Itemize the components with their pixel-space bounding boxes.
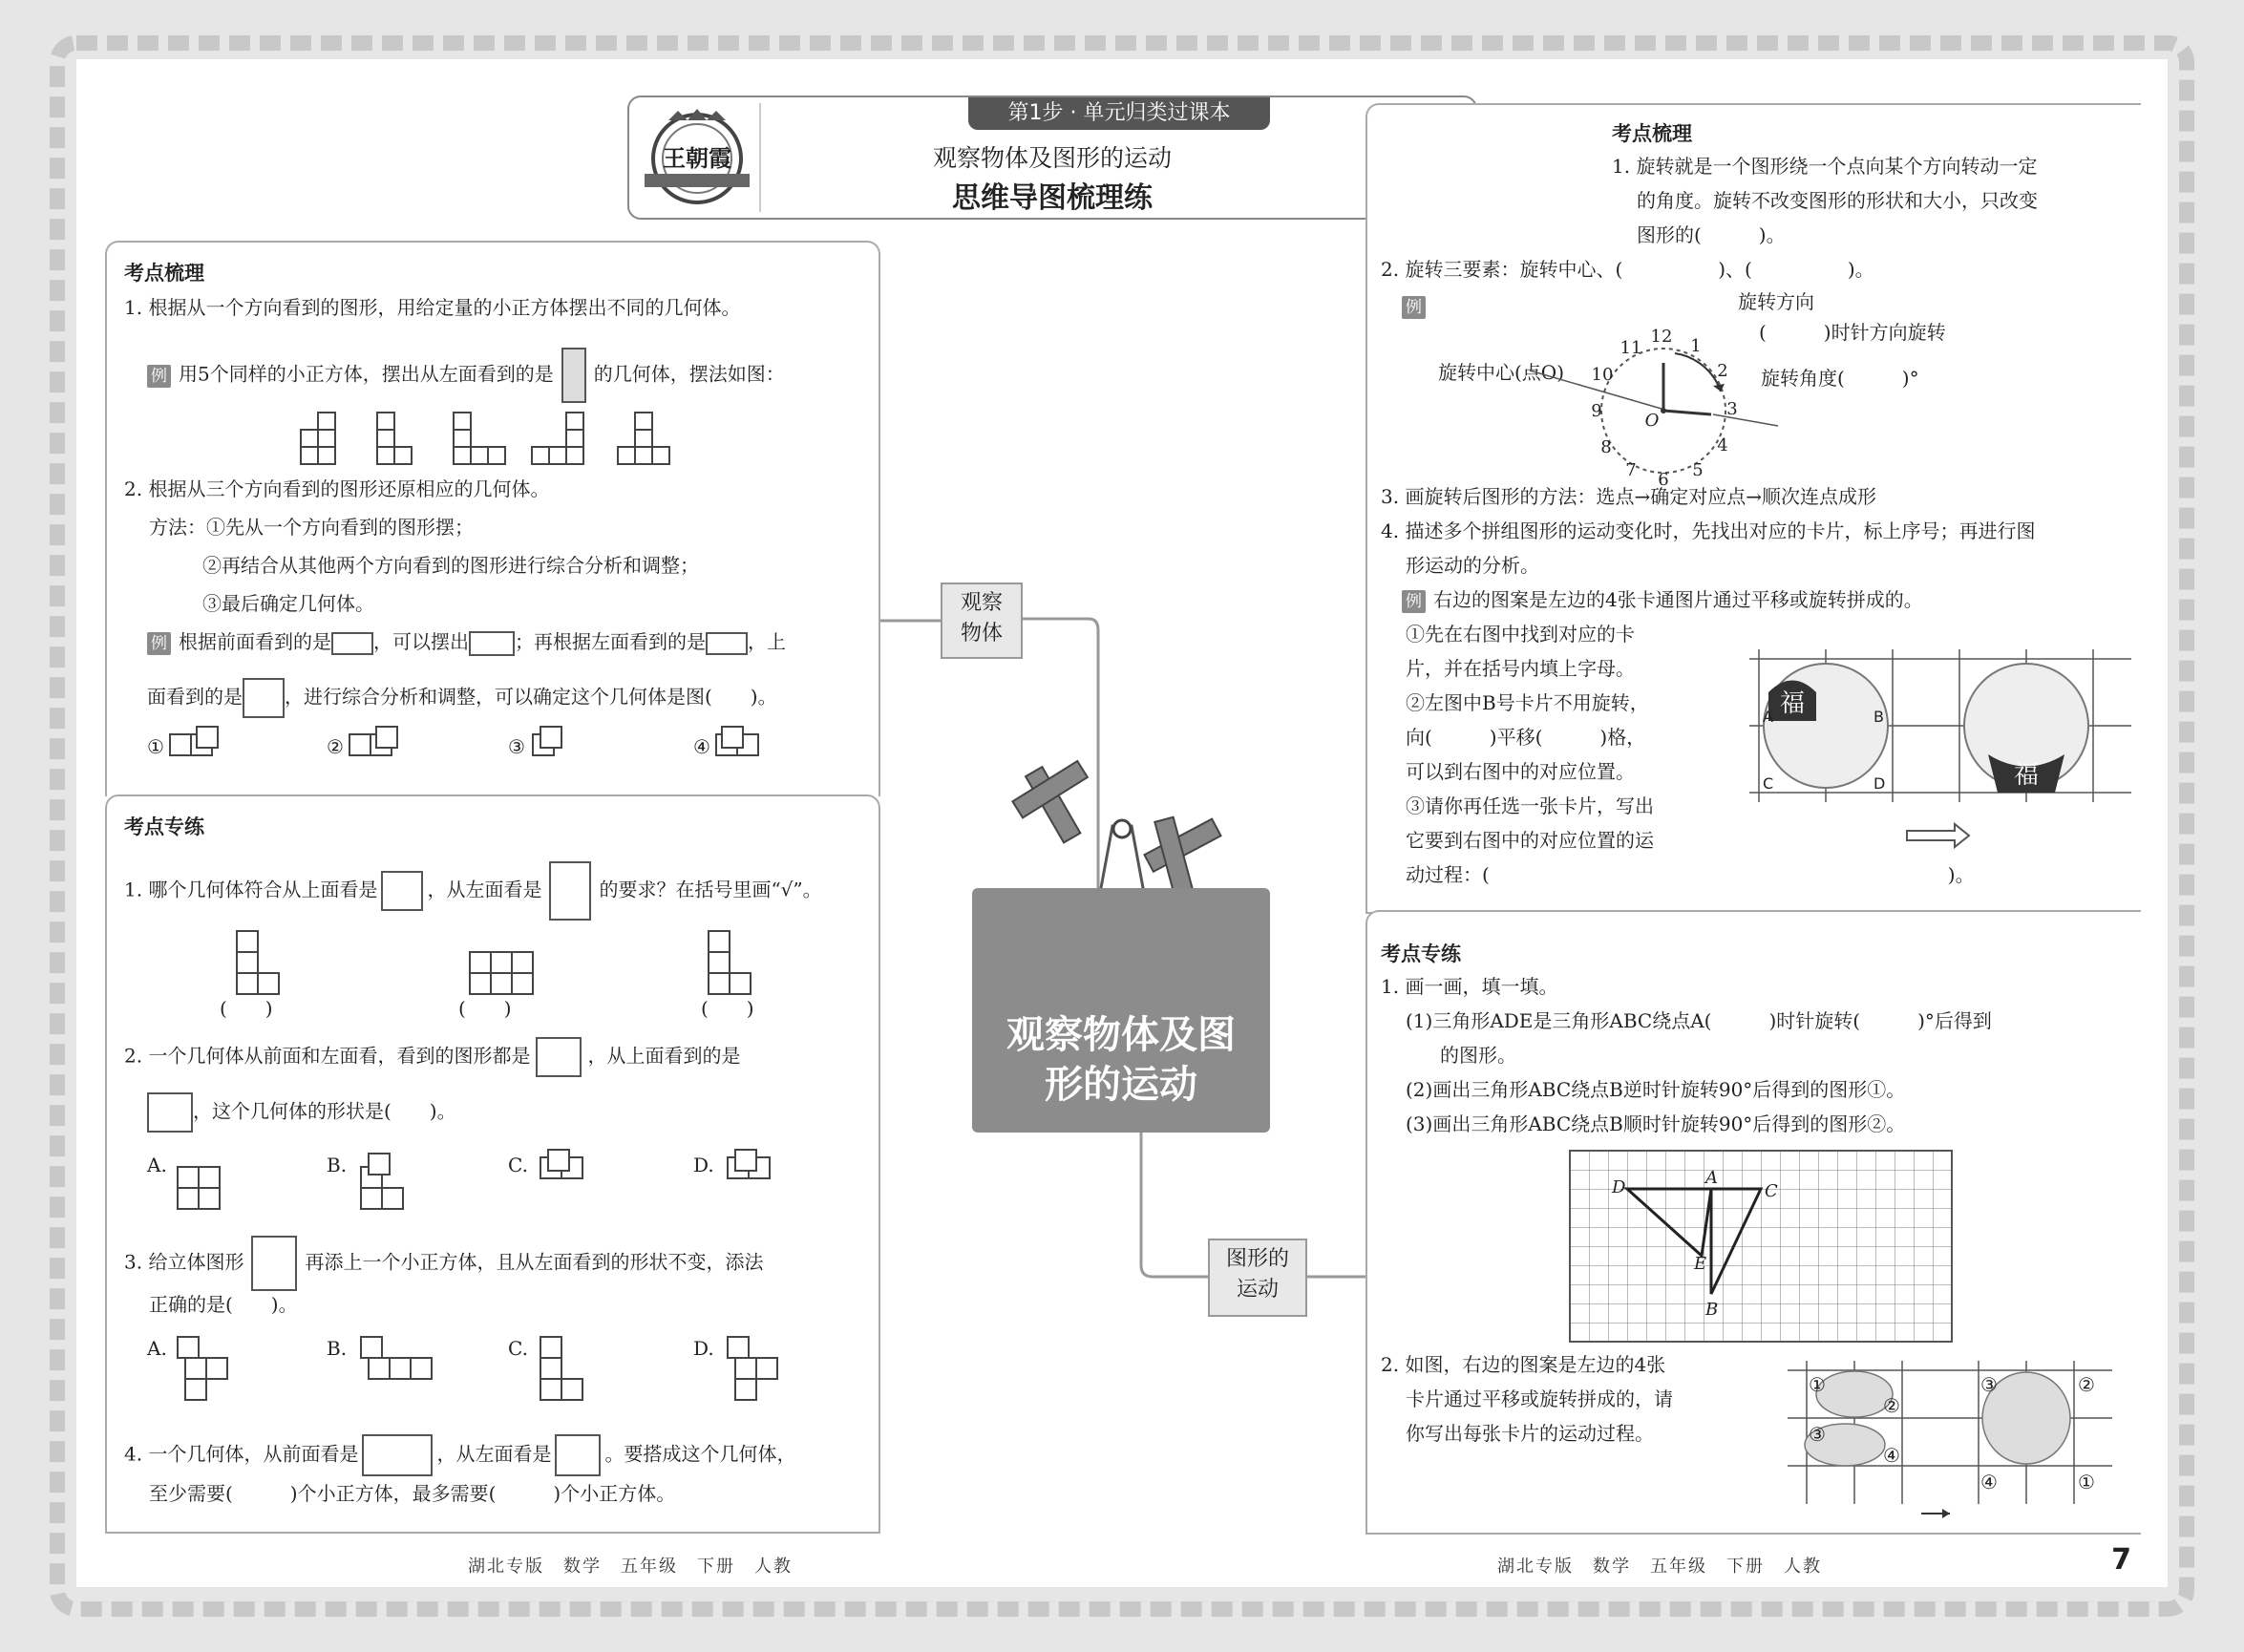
rb-q1-1a: (1)三角形ADE是三角形ABC绕点A( )时针旋转( )°后得到 (1406, 1009, 1992, 1032)
clock-num: 2 (1717, 361, 1728, 381)
footer-right: 湖北专版 数学 五年级 下册 人教 (1497, 1557, 1822, 1577)
fu-char-1: 福 (1779, 689, 1806, 718)
option-2: ② (327, 735, 344, 758)
lb-q4-line1: 4. 一个几何体，从前面看是 ，从左面看是 。要搭成这个几何体， (124, 1434, 795, 1476)
clock-num: 5 (1692, 460, 1704, 480)
lt-method-3: ③最后确定几何体。 (202, 592, 374, 615)
left-view-q1 (549, 861, 591, 921)
left-view-shape (561, 348, 586, 403)
rb-q1: 1. 画一画，填一填。 (1381, 975, 1558, 998)
top-view-shape (243, 678, 285, 718)
pt-a: A (1705, 1168, 1718, 1188)
right-top-title: 考点梳理 (1612, 122, 1692, 145)
rt-p1-b: 的角度。旋转不改变图形的形状和大小，只改变 (1637, 189, 2038, 212)
clock-num: 12 (1650, 327, 1673, 347)
rt-s8: 动过程：( )。 (1406, 863, 1975, 886)
rb-q1-1b: 的图形。 (1440, 1044, 1516, 1067)
rt-s3: ②左图中B号卡片不用旋转， (1406, 691, 1649, 714)
clock-num: 1 (1690, 336, 1702, 356)
q1-solids (222, 925, 794, 1002)
lb-q1: 1. 哪个几何体符合从上面看是 ，从左面看是 的要求？在括号里画“√”。 (124, 861, 822, 921)
q2-opt-c: C. (508, 1154, 528, 1176)
pt-c: C (1765, 1181, 1778, 1201)
grid-triangles (1570, 1151, 1961, 1342)
right-bottom-panel (1365, 910, 2141, 1535)
option-cubes (168, 725, 836, 763)
q2-opt-a: A. (147, 1154, 167, 1176)
rb-q2-c: 你写出每张卡片的运动过程。 (1406, 1422, 1654, 1445)
cube-arrangements (293, 403, 694, 470)
left-bottom-panel (105, 794, 880, 1534)
rt-p4-b: 形运动的分析。 (1406, 554, 1539, 577)
card-a: A (1763, 708, 1773, 726)
rb-q1-2: (2)画出三角形ABC绕点B逆时针旋转90°后得到的图形①。 (1406, 1078, 1906, 1101)
q3-solid (251, 1236, 297, 1291)
pt-b: B (1705, 1300, 1719, 1320)
page-number: 7 (2111, 1543, 2131, 1577)
node-observe-text: 观察物体 (960, 591, 1003, 646)
rt-ex-tag: 例 (1402, 292, 1433, 319)
rt-s2: 片，并在括号内填上字母。 (1406, 657, 1635, 680)
card-d: D (1874, 774, 1886, 793)
node-observe-objects (941, 582, 1023, 659)
clock-num: 8 (1600, 437, 1612, 457)
clock-num: 10 (1591, 365, 1614, 385)
rt-ex4: 例 右边的图案是左边的4张卡通图片通过平移或旋转拼成的。 (1402, 586, 1923, 613)
node-figure-motion (1208, 1239, 1307, 1317)
left-top-title: 考点梳理 (124, 262, 204, 285)
q4-front-shape (362, 1434, 433, 1476)
pt-d: D (1612, 1177, 1626, 1197)
q1-paren-2[interactable]: ( ) (458, 997, 512, 1020)
q3-opt-c: C. (508, 1337, 528, 1360)
q2-shape-2 (147, 1092, 193, 1133)
q1-paren-3[interactable]: ( ) (701, 997, 754, 1020)
q2-solids (174, 1148, 842, 1215)
lb-q2-line2: ，这个几何体的形状是( )。 (147, 1092, 456, 1133)
q2-shape-1 (536, 1037, 582, 1077)
rt-s6: ③请你再任选一张卡片，写出 (1406, 794, 1654, 817)
header-subtitle: 观察物体及图形的运动 (932, 144, 1172, 172)
right-bottom-title: 考点专练 (1381, 942, 1461, 965)
rotation-direction-blank: ( )时针方向旋转 (1759, 321, 1946, 344)
option-1: ① (147, 735, 164, 758)
rb-q1-3: (3)画出三角形ABC绕点B顺时针旋转90°后得到的图形②。 (1406, 1112, 1906, 1135)
circ-1-right: ① (2078, 1471, 2095, 1493)
center-text: 观察物体及图形的运动 (1006, 1013, 1236, 1107)
q1-paren-1[interactable]: ( ) (220, 997, 273, 1020)
rotation-center-label: 旋转中心(点O) (1438, 361, 1565, 384)
lb-q3-line2: 正确的是( )。 (149, 1293, 298, 1316)
q3-opt-a: A. (147, 1337, 167, 1360)
clock-num: 6 (1658, 470, 1669, 490)
right-top-panel (1365, 103, 2141, 914)
q4-left-shape (555, 1434, 601, 1476)
q2-opt-b: B. (327, 1154, 348, 1176)
rt-s7: 它要到右图中的对应位置的运 (1406, 829, 1654, 852)
circ-1-left: ① (1809, 1373, 1826, 1396)
rotation-angle-label: 旋转角度( )° (1761, 367, 1919, 390)
left-top-panel (105, 241, 880, 796)
rb-q2-a: 2. 如图，右边的图案是左边的4张 (1381, 1353, 1666, 1376)
lb-q3-line1: 3. 给立体图形 再添上一个小正方体，且从左面看到的形状不变，添法 (124, 1236, 763, 1291)
example-tag: 例 (147, 365, 171, 388)
clock-num: 9 (1591, 401, 1602, 421)
lt-ex2-line2: 面看到的是 ，进行综合分析和调整，可以确定这个几何体是图( )。 (147, 678, 777, 718)
option-3: ③ (508, 735, 525, 758)
card-b: B (1874, 708, 1884, 726)
left-bottom-title: 考点专练 (124, 815, 204, 838)
circ-4-left: ④ (1883, 1444, 1900, 1467)
front-view-shape (331, 632, 373, 655)
center-o: O (1644, 411, 1660, 431)
q2-opt-d: D. (693, 1154, 714, 1176)
fu-char-2: 福 (2013, 761, 2040, 790)
lb-q2-line1: 2. 一个几何体从前面和左面看，看到的图形都是 ，从上面看到的是 (124, 1037, 740, 1077)
rt-p4-a: 4. 描述多个拼组图形的运动变化时，先找出对应的卡片，标上序号；再进行图 (1381, 519, 2036, 542)
left-view-shape-2 (706, 632, 748, 655)
mindmap-center (972, 888, 1270, 1133)
node-motion-text: 图形的运动 (1225, 1247, 1289, 1302)
circ-2-right: ② (2078, 1373, 2095, 1396)
rt-p1-a: 1. 旋转就是一个图形绕一个点向某个方向转动一定 (1612, 155, 2038, 178)
circ-4-right: ④ (1980, 1471, 1998, 1493)
rt-p1-c: 图形的( )。 (1637, 223, 1786, 246)
circ-3-left: ③ (1809, 1423, 1826, 1446)
lt-method-1: 方法：①先从一个方向看到的图形摆； (149, 516, 474, 539)
rt-s4: 向( )平移( )格， (1406, 726, 1646, 749)
cube-shape (469, 631, 515, 656)
q3-opt-b: B. (327, 1337, 348, 1360)
rb-q2-b: 卡片通过平移或旋转拼成的，请 (1406, 1387, 1673, 1410)
footer-left: 湖北专版 数学 五年级 下册 人教 (468, 1557, 793, 1577)
bear-cards (1788, 1361, 2112, 1523)
lt-ex1: 例 用5个同样的小正方体，摆出从左面看到的是 的几何体，摆法如图： (147, 348, 785, 403)
top-view-q1 (381, 871, 423, 911)
pt-e: E (1694, 1254, 1707, 1274)
lt-p2: 2. 根据从三个方向看到的图形还原相应的几何体。 (124, 477, 550, 500)
cartoon-cards (1749, 649, 2131, 859)
circ-3-right: ③ (1980, 1373, 1998, 1396)
q3-opt-d: D. (693, 1337, 714, 1360)
option-4: ④ (693, 735, 710, 758)
lt-method-2: ②再结合从其他两个方向看到的图形进行综合分析和调整； (202, 554, 699, 577)
lb-q4-line2: 至少需要( )个小正方体，最多需要( )个小正方体。 (149, 1482, 676, 1505)
q3-solids (174, 1331, 842, 1408)
header-title: 思维导图梳理练 (952, 181, 1153, 215)
rotation-direction-label: 旋转方向 (1738, 290, 1814, 313)
clock-num: 7 (1625, 460, 1637, 480)
lt-ex2-line1: 例 根据前面看到的是 ，可以摆出 ；再根据左面看到的是 ，上 (147, 628, 786, 656)
step-band: 第1步 · 单元归类过课本 (968, 97, 1270, 130)
clock-num: 4 (1717, 435, 1728, 455)
rt-p3: 3. 画旋转后图形的方法：选点→确定对应点→顺次连点成形 (1381, 485, 1876, 508)
svg-text:王朝霞: 王朝霞 (663, 144, 731, 172)
clock-diagram (1568, 315, 1759, 506)
rt-s1: ①先在右图中找到对应的卡 (1406, 623, 1635, 646)
circ-2-left: ② (1883, 1394, 1900, 1417)
card-c: C (1763, 774, 1774, 793)
clock-num: 3 (1726, 399, 1738, 419)
rt-s5: 可以到右图中的对应位置。 (1406, 760, 1635, 783)
lt-p1: 1. 根据从一个方向看到的图形，用给定量的小正方体摆出不同的几何体。 (124, 296, 741, 319)
clock-num: 11 (1619, 338, 1642, 358)
rt-p2: 2. 旋转三要素：旋转中心、( )、( )。 (1381, 258, 1874, 281)
